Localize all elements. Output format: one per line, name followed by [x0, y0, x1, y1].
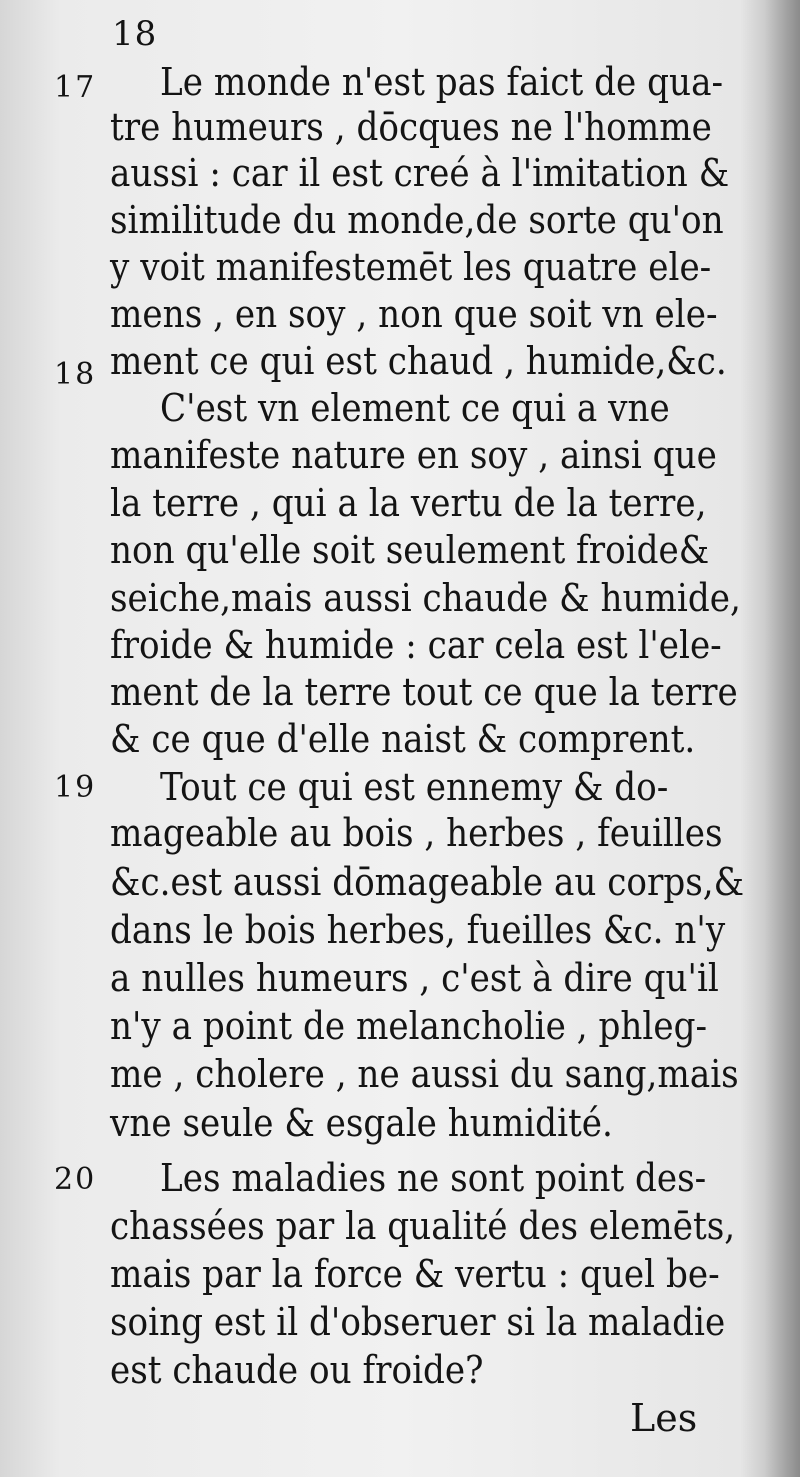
text-line: y voit manifestemēt les quatre ele- — [110, 245, 712, 289]
text-line: n'y a point de melancholie , phleg- — [110, 1004, 708, 1048]
text-line: C'est vn element ce qui a vne — [160, 386, 670, 430]
marginal-number: 17 — [54, 70, 97, 105]
page-edge-shadow — [764, 0, 800, 1477]
text-line: soing est il d'obseruer si la maladie — [110, 1300, 726, 1344]
text-line: dans le bois herbes, fueilles &c. n'y — [110, 908, 726, 952]
text-line: chassées par la qualité des elemēts, — [110, 1204, 736, 1248]
text-line: mens , en soy , non que soit vn ele- — [110, 292, 718, 336]
text-line: non qu'elle soit seulement froide& — [110, 528, 710, 572]
catchword: Les — [630, 1396, 698, 1440]
text-line: aussi : car il est creé à l'imitation & — [110, 151, 730, 195]
text-line: Tout ce qui est ennemy & do- — [160, 765, 669, 809]
marginal-number: 19 — [54, 770, 97, 805]
marginal-number: 18 — [54, 357, 97, 392]
page-number: 18 — [112, 14, 158, 54]
text-line: tre humeurs , dōcques ne l'homme — [110, 105, 712, 149]
text-line: me , cholere , ne aussi du sang,mais — [110, 1052, 739, 1096]
text-line: seiche,mais aussi chaude & humide, — [110, 576, 741, 620]
text-line: la terre , qui a la vertu de la terre, — [110, 481, 707, 525]
text-line: manifeste nature en soy , ainsi que — [110, 433, 717, 477]
text-line: & ce que d'elle naist & comprent. — [110, 717, 696, 761]
text-line: mais par la force & vertu : quel be- — [110, 1252, 720, 1296]
text-line: &c.est aussi dōmageable au corps,& — [110, 860, 745, 904]
text-line: similitude du monde,de sorte qu'on — [110, 198, 724, 242]
text-line: Le monde n'est pas faict de qua- — [160, 60, 724, 104]
text-line: ment ce qui est chaud , humide,&c. — [110, 339, 727, 383]
text-line: est chaude ou froide? — [110, 1348, 484, 1392]
text-line: Les maladies ne sont point des- — [160, 1156, 707, 1200]
text-line: vne seule & esgale humidité. — [110, 1101, 613, 1145]
marginal-number: 20 — [54, 1162, 97, 1197]
text-line: ment de la terre tout ce que la terre — [110, 670, 738, 714]
text-line: a nulles humeurs , c'est à dire qu'il — [110, 956, 719, 1000]
text-line: mageable au bois , herbes , feuilles — [110, 811, 723, 855]
text-line: froide & humide : car cela est l'ele- — [110, 623, 722, 667]
